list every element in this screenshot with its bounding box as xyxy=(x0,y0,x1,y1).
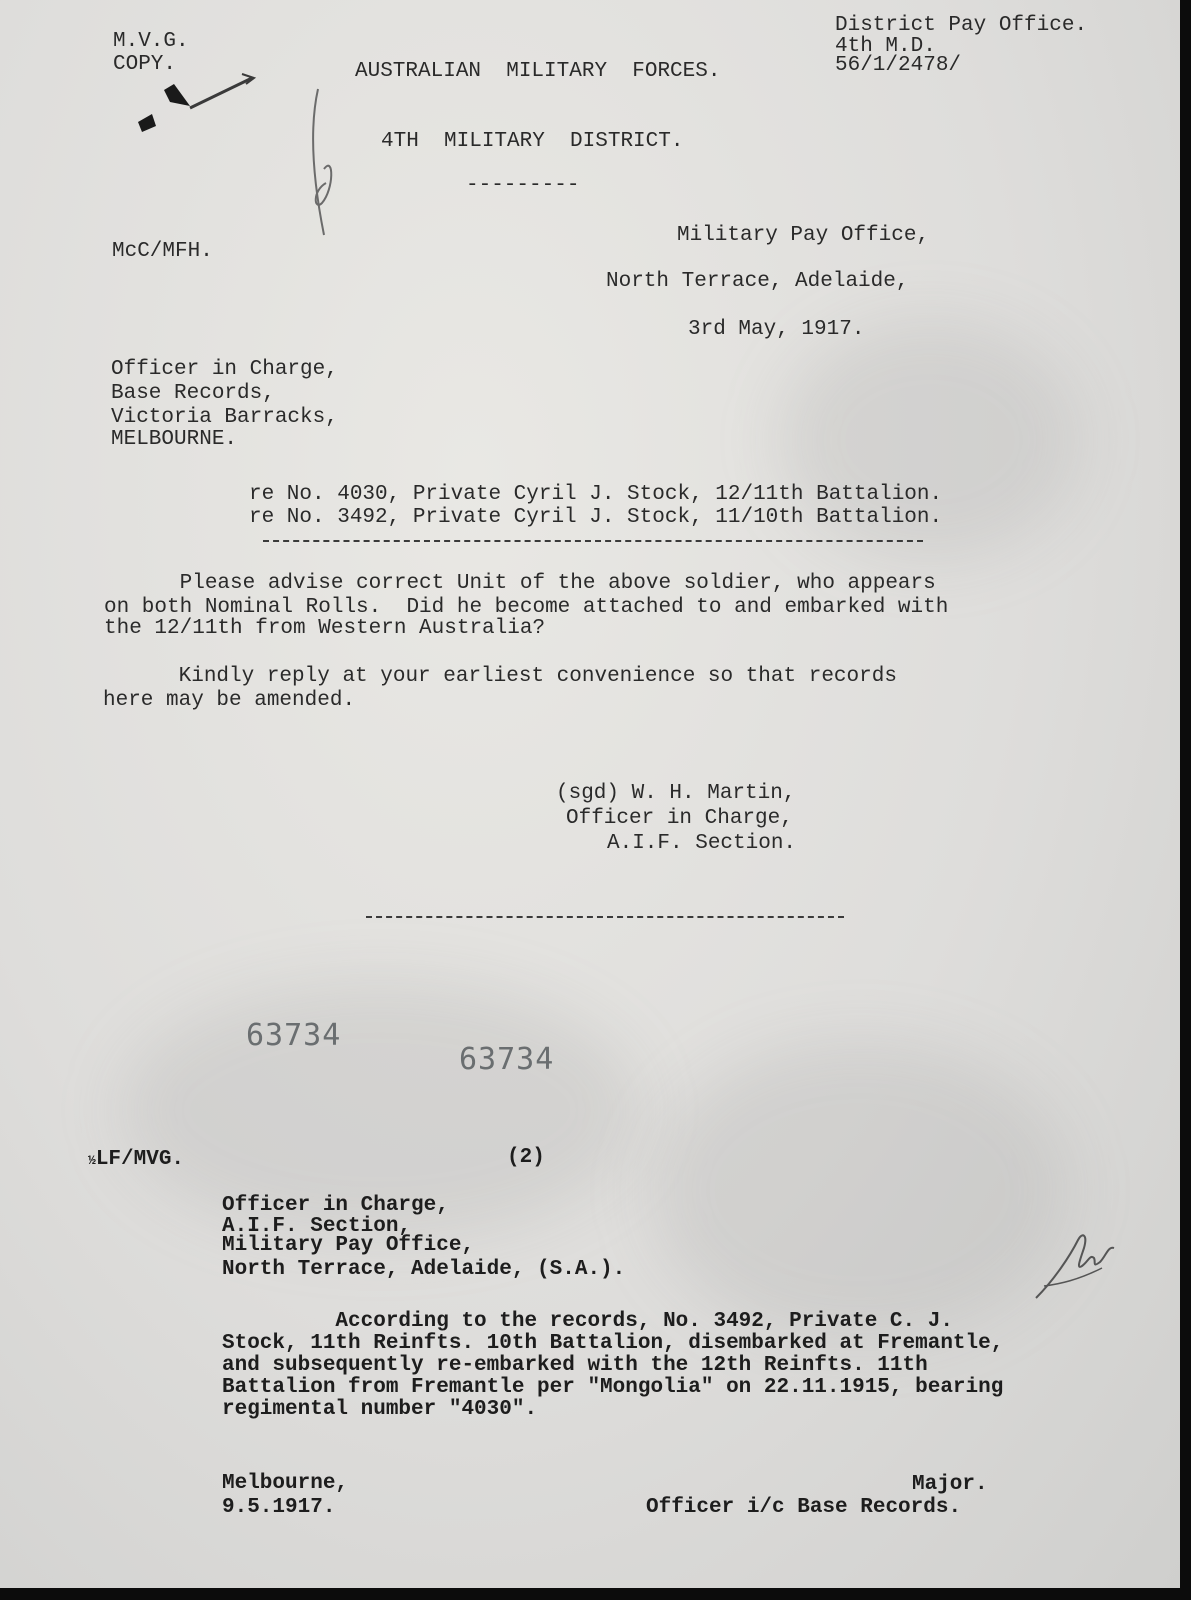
corner-note-right: District Pay Office. 4th M.D. 56/1/2478/ xyxy=(835,14,1088,77)
body-paragraph-1: Please advise correct Unit of the above soldier, who appears on both Nominal Rolls. Did he become attached to and embarked with the 12/11th from Western Australia? xyxy=(104,572,949,640)
reply-place-date: Melbourne, 9.5.1917. xyxy=(222,1472,349,1519)
letterhead-title: AUSTRALIAN MILITARY FORCES. xyxy=(355,60,721,83)
recipient-address: Officer in Charge, Base Records, Victoria Barracks, MELBOURNE. xyxy=(111,358,338,451)
paper-stain xyxy=(650,1040,1070,1340)
sender-street: North Terrace, Adelaide, xyxy=(606,270,909,293)
handwritten-initials-mark xyxy=(1030,1226,1120,1306)
corner-note-left: M.V.G. COPY. xyxy=(113,30,189,76)
half-mark: ½ xyxy=(88,1153,96,1168)
subject-lines: re No. 4030, Private Cyril J. Stock, 12/11th Battalion. re No. 3492, Private Cyril J. Stock, 11/10th Battalion. xyxy=(249,483,943,529)
signature-title: Officer in Charge, xyxy=(566,807,793,830)
page-number: (2) xyxy=(507,1146,545,1169)
reference-code: McC/MFH. xyxy=(112,240,213,263)
reply-reference: ½LF/MVG. xyxy=(88,1148,185,1171)
reply-signature-rank: Major. xyxy=(912,1473,988,1496)
letter-date: 3rd May, 1917. xyxy=(688,318,865,341)
reply-recipient: Officer in Charge, A.I.F. Section, Military Pay Office, North Terrace, Adelaide, (S.A.). xyxy=(222,1194,626,1281)
district-heading: 4TH MILITARY DISTRICT. xyxy=(381,130,684,153)
body-paragraph-2: Kindly reply at your earliest convenience so that records here may be amended. xyxy=(103,665,897,712)
signature-section: A.I.F. Section. xyxy=(607,832,797,855)
reply-signature-title: Officer i/c Base Records. xyxy=(646,1496,962,1519)
registry-stamp: 63734 xyxy=(246,1018,342,1053)
signature-name: (sgd) W. H. Martin, xyxy=(556,782,796,805)
reply-body: According to the records, No. 3492, Private C. J. Stock, 11th Reinfts. 10th Battalion, disembarked at Fremantle, and subsequently re-embarked with the 12th Reinfts. 11th Battalion from Fremantle per "Mongolia" on 22.11.1915, bearing regimental number "4030". xyxy=(222,1310,1004,1421)
handwritten-initial-mark xyxy=(300,85,350,245)
sender-office: Military Pay Office, xyxy=(677,224,930,247)
section-divider xyxy=(366,916,844,918)
punched-hole-mark xyxy=(130,70,260,140)
registry-stamp: 63734 xyxy=(459,1042,555,1077)
heading-divider: --------- xyxy=(466,174,580,197)
subject-underline xyxy=(263,540,923,542)
